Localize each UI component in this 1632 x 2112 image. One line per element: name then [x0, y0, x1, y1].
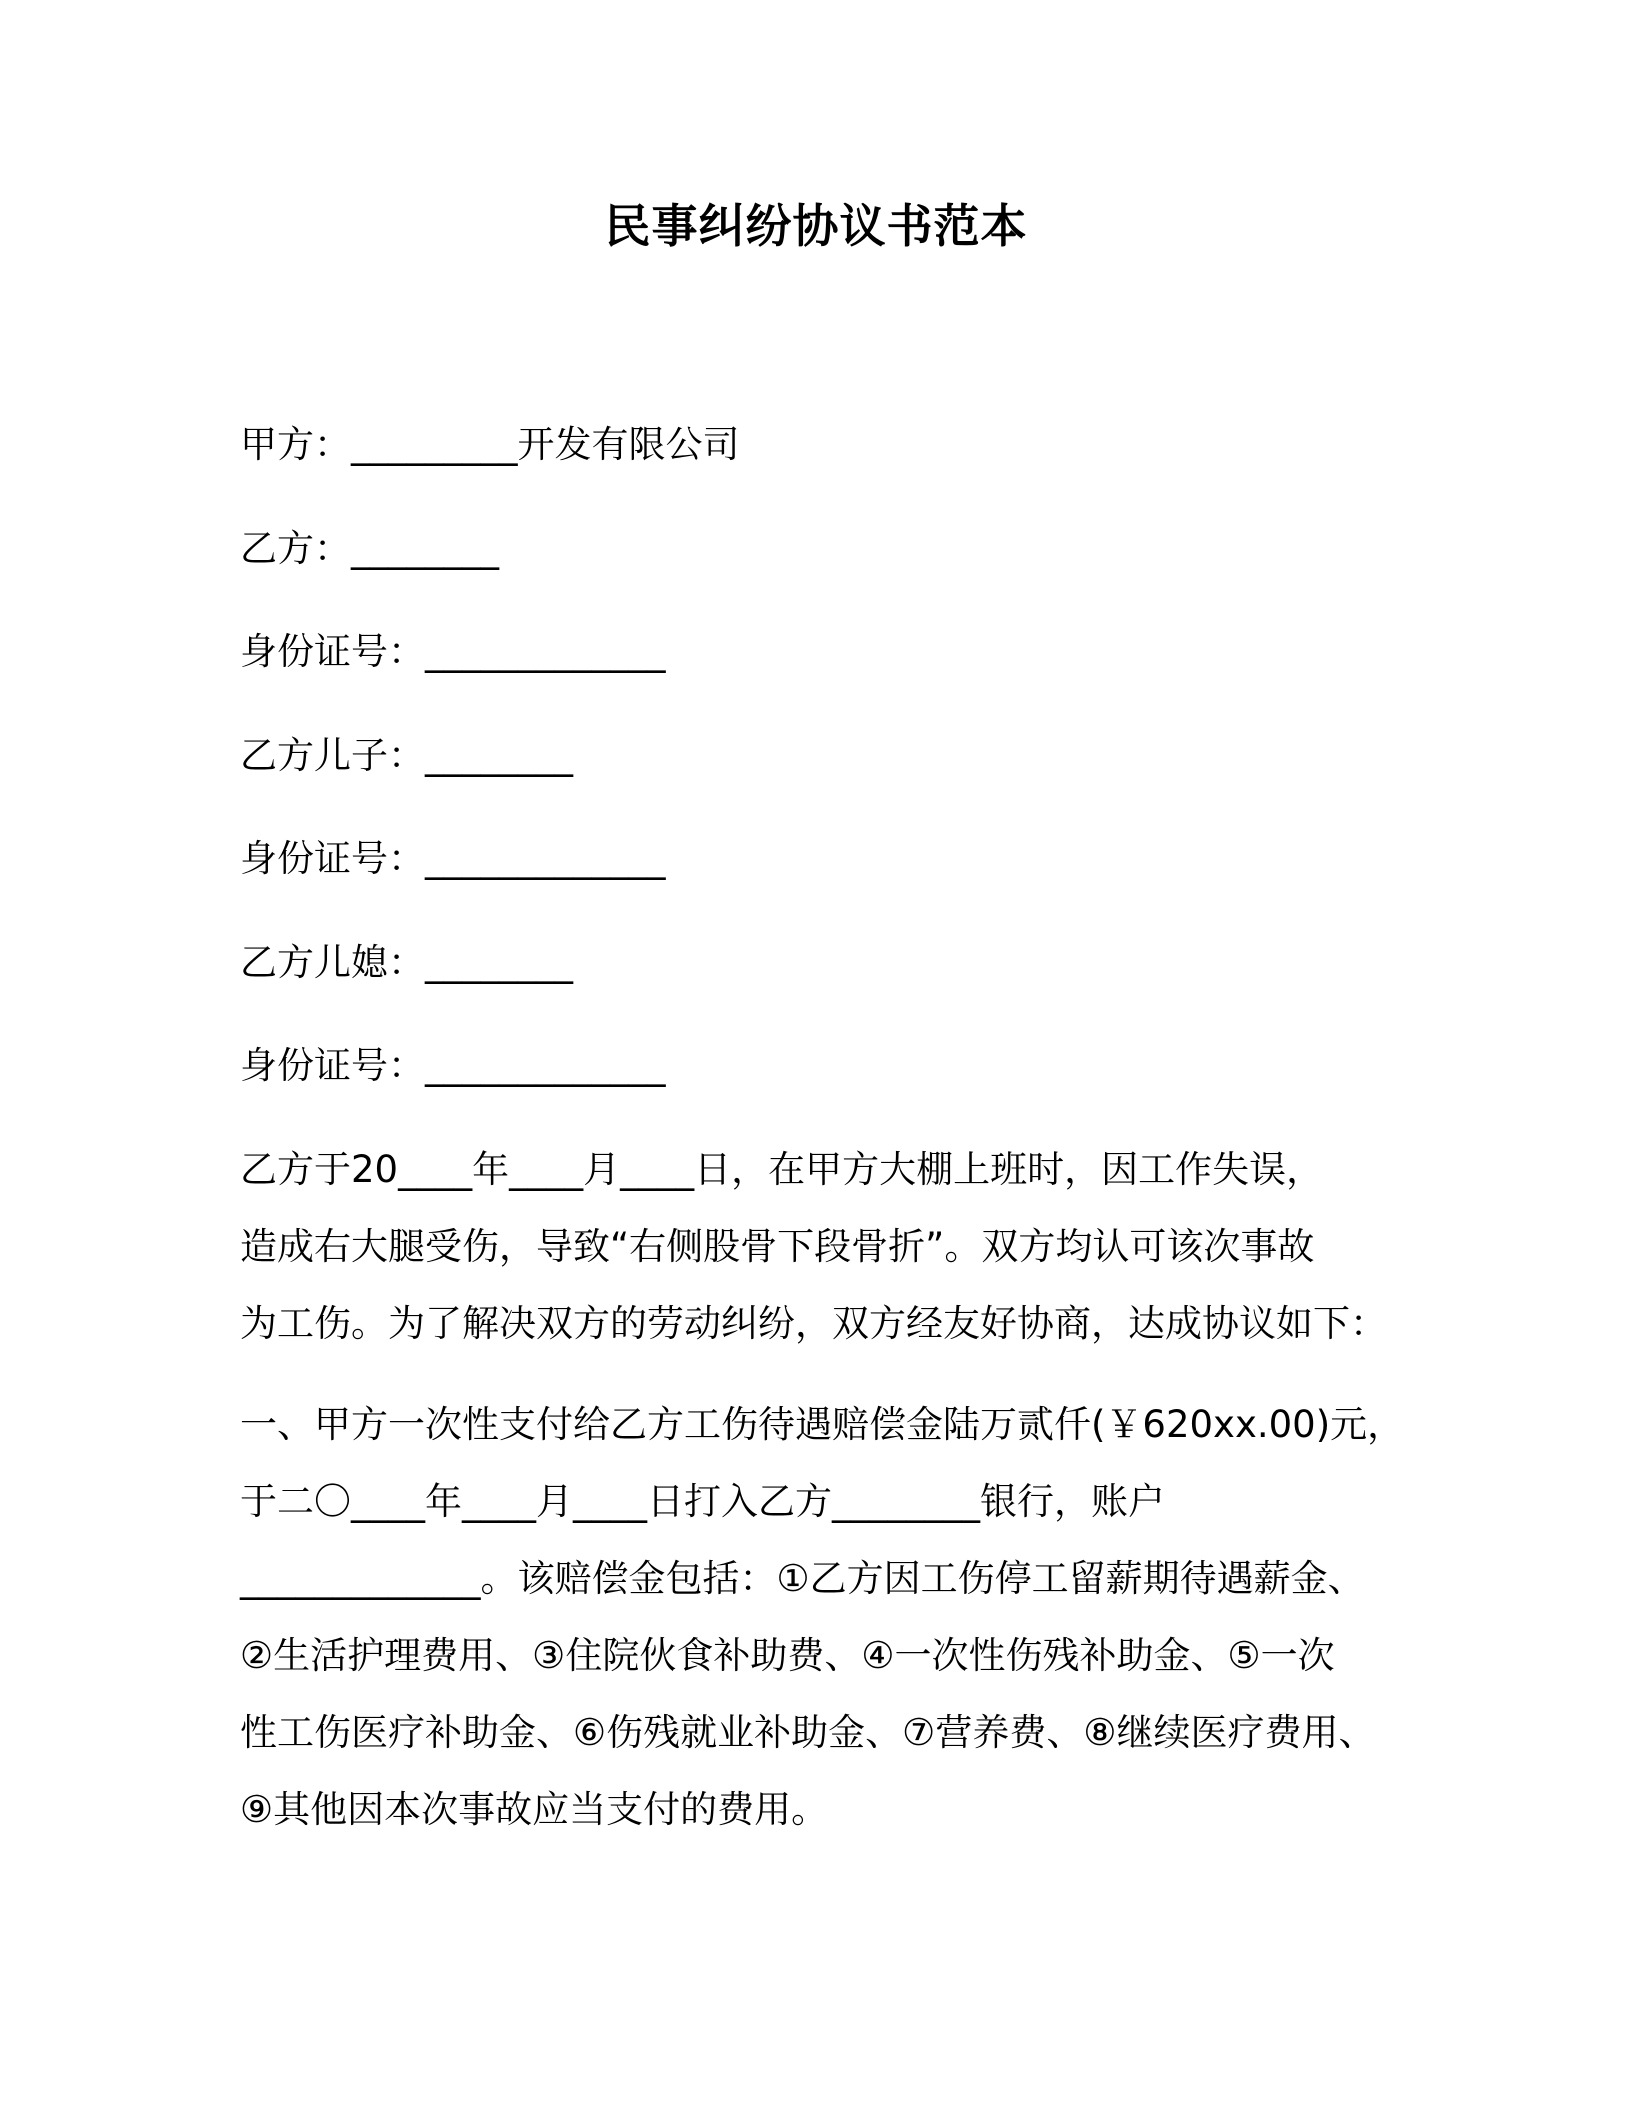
- paragraph-line: _____________。该赔偿金包括：①乙方因工伤停工留薪期待遇薪金、: [240, 1557, 1365, 1600]
- paragraph-line: 一、甲方一次性支付给乙方工伤待遇赔偿金陆万贰仟(￥620xx.00)元，: [240, 1403, 1405, 1446]
- party-b-daughter-in-law-field: 乙方儿媳：________: [240, 941, 573, 984]
- paragraph-line: ②生活护理费用、③住院伙食补助费、④一次性伤残补助金、⑤一次: [240, 1634, 1335, 1677]
- paragraph-line: 造成右大腿受伤，导致“右侧股骨下段骨折”。双方均认可该次事故: [240, 1225, 1315, 1268]
- paragraph-line: ⑨其他因本次事故应当支付的费用。: [240, 1788, 829, 1831]
- party-b-id-field: 身份证号：_____________: [240, 630, 666, 673]
- compensation-paragraph: [240, 1386, 1405, 1848]
- paragraph-line: 乙方于20____年____月____日，在甲方大棚上班时，因工作失误，: [240, 1148, 1324, 1191]
- document-title: 民事纠纷协议书范本: [604, 199, 1028, 253]
- paragraph-line: 为工伤。为了解决双方的劳动纠纷，双方经友好协商，达成协议如下：: [240, 1302, 1387, 1345]
- party-a-field: 甲方：_________开发有限公司: [240, 423, 740, 466]
- paragraph-line: 性工伤医疗补助金、⑥伤残就业补助金、⑦营养费、⑧继续医疗费用、: [240, 1711, 1376, 1754]
- party-b-son-id-field: 身份证号：_____________: [240, 837, 666, 880]
- paragraph-line: 于二〇____年____月____日打入乙方________银行，账户: [240, 1480, 1165, 1523]
- party-b-field: 乙方：________: [240, 527, 499, 570]
- incident-paragraph: [240, 1131, 1400, 1362]
- party-b-son-field: 乙方儿子：________: [240, 734, 573, 777]
- party-b-daughter-in-law-id-field: 身份证号：_____________: [240, 1044, 666, 1087]
